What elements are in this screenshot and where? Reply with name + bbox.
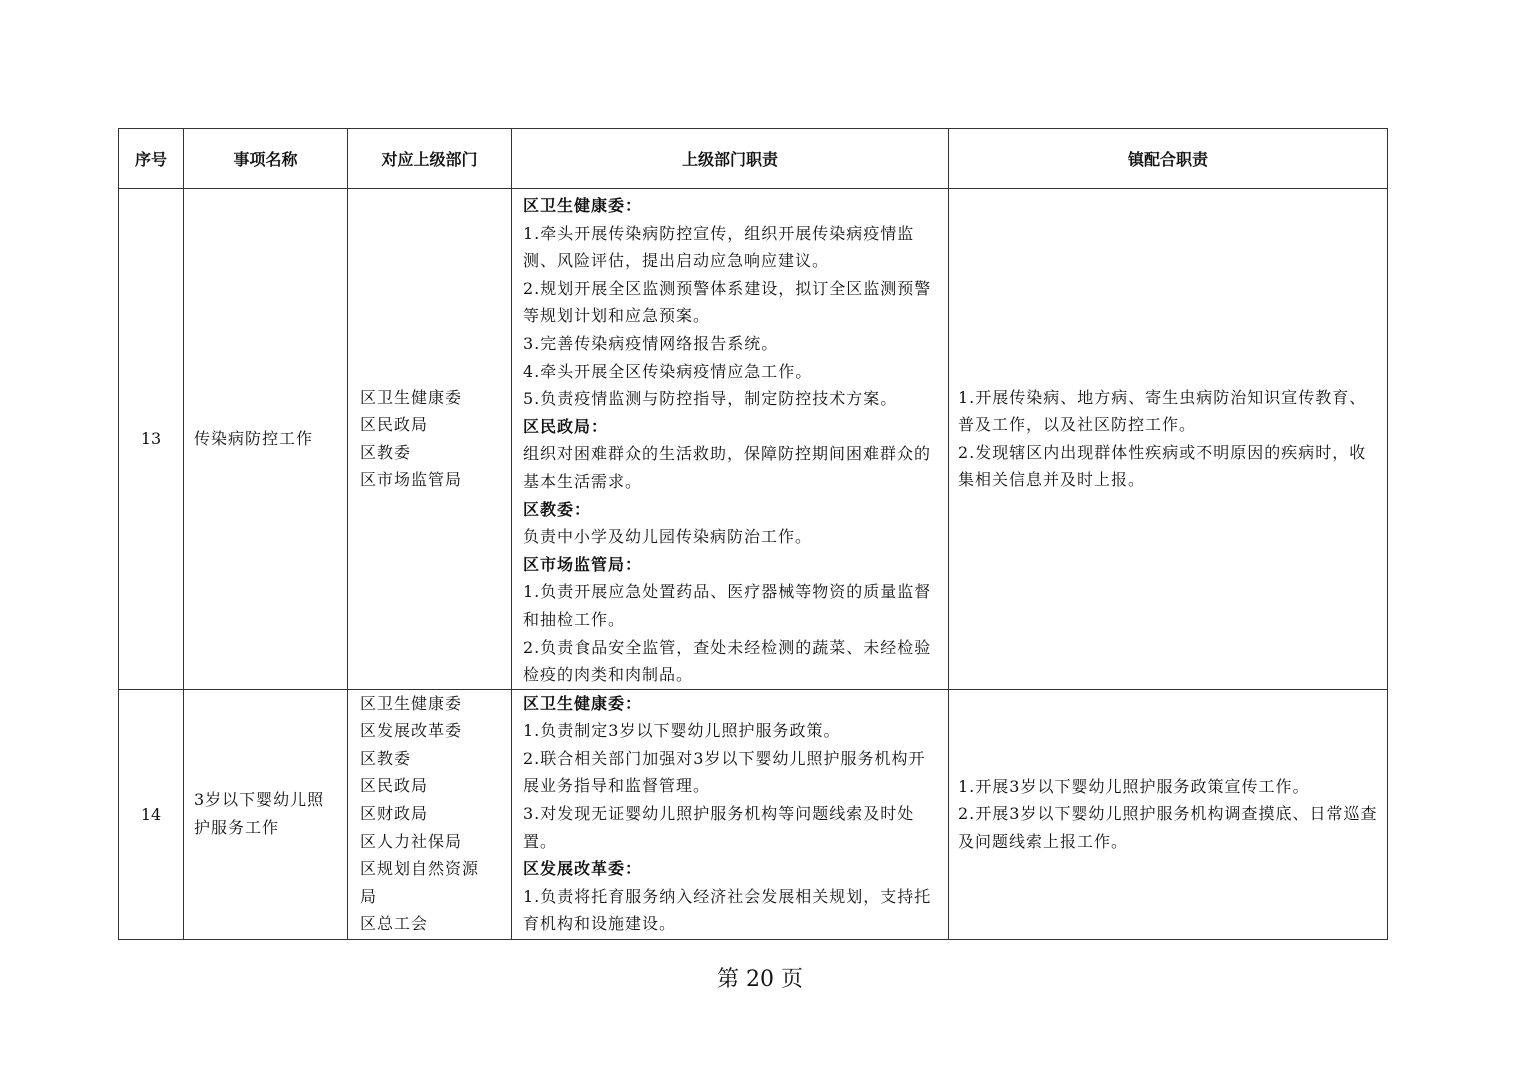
row-superior-duties: [512, 189, 949, 690]
town-duty-line: 2.开展3岁以下婴幼儿照护服务机构调查摸底、日常巡查及问题线索上报工作。: [958, 804, 1378, 851]
duty-block-title: 区发展改革委：: [523, 859, 643, 879]
header-superior-duties: 上级部门职责: [512, 129, 949, 189]
dept-item: 区规划自然资源局: [360, 859, 480, 906]
duty-line: 4.牵头开展全区传染病疫情应急工作。: [523, 361, 813, 381]
dept-item: 区总工会: [360, 914, 429, 934]
duty-line: 负责中小学及幼儿园传染病防治工作。: [523, 527, 813, 547]
duty-line: 2.负责食品安全监管，查处未经检测的蔬菜、未经检验检疫的肉类和肉制品。: [523, 637, 932, 685]
row-index: 14: [119, 689, 184, 939]
duty-line: 2.联合相关部门加强对3岁以下婴幼儿照护服务机构开展业务指导和监督管理。: [523, 748, 926, 796]
duty-block-title: 区卫生健康委：: [523, 196, 643, 215]
town-duty-line: 1.开展传染病、地方病、寄生虫病防治知识宣传教育、普及工作，以及社区防控工作。: [958, 387, 1367, 435]
duty-block-title: 区市场监管局：: [523, 554, 643, 574]
duty-line: 2.规划开展全区监测预警体系建设，拟订全区监测预警等规划计划和应急预案。: [523, 278, 932, 326]
row-town-duties: [949, 189, 1388, 690]
row-item-name: 3岁以下婴幼儿照护服务工作: [184, 689, 348, 939]
duty-block-title: 区卫生健康委：: [523, 693, 643, 713]
duty-line: 1.负责制定3岁以下婴幼儿照护服务政策。: [523, 721, 841, 741]
row-item-name: 传染病防控工作: [184, 189, 348, 690]
dept-item: 区民政局: [360, 776, 429, 796]
row-town-duties: [949, 689, 1388, 939]
header-town-duties: 镇配合职责: [949, 129, 1388, 189]
dept-item: 区人力社保局: [360, 831, 463, 851]
town-duty-line: 1.开展3岁以下婴幼儿照护服务政策宣传工作。: [958, 776, 1310, 796]
duty-line: 3.对发现无证婴幼儿照护服务机构等问题线索及时处置。: [523, 804, 915, 851]
duty-block-title: 区民政局：: [523, 416, 609, 436]
dept-item: 区教委: [360, 748, 412, 768]
dept-item: 区教委: [360, 442, 412, 462]
table-row: [119, 189, 1388, 690]
header-item-name: 事项名称: [184, 129, 348, 189]
dept-item: 区卫生健康委: [360, 693, 463, 713]
row-superior-duties: [512, 689, 949, 939]
row-departments: [348, 689, 512, 939]
header-superior-dept: 对应上级部门: [348, 129, 512, 189]
duty-line: 1.负责将托育服务纳入经济社会发展相关规划，支持托育机构和设施建设。: [523, 886, 932, 934]
duty-line: 1.负责开展应急处置药品、医疗器械等物资的质量监督和抽检工作。: [523, 582, 932, 629]
table-header-row: [119, 129, 1388, 189]
dept-item: 区财政局: [360, 804, 429, 824]
duty-line: 3.完善传染病疫情网络报告系统。: [523, 333, 779, 353]
duty-line: 5.负责疫情监测与防控指导，制定防控技术方案。: [523, 389, 898, 409]
table-row: [119, 689, 1388, 939]
row-departments: [348, 189, 512, 690]
dept-item: 区市场监管局: [360, 470, 463, 490]
duty-line: 1.牵头开展传染病防控宣传，组织开展传染病疫情监测、风险评估，提出启动应急响应建议。: [523, 223, 915, 271]
dept-item: 区发展改革委: [360, 721, 463, 741]
row-index: 13: [119, 189, 184, 690]
town-duty-line: 2.发现辖区内出现群体性疾病或不明原因的疾病时，收集相关信息并及时上报。: [958, 442, 1367, 490]
page-number: 第 20 页: [717, 967, 803, 992]
dept-item: 区卫生健康委: [360, 387, 463, 407]
dept-item: 区民政局: [360, 415, 429, 435]
duty-block-title: 区教委：: [523, 499, 592, 519]
header-index: 序号: [119, 129, 184, 189]
responsibility-table: [118, 128, 1388, 940]
duty-line: 组织对困难群众的生活救助，保障防控期间困难群众的基本生活需求。: [523, 444, 932, 491]
